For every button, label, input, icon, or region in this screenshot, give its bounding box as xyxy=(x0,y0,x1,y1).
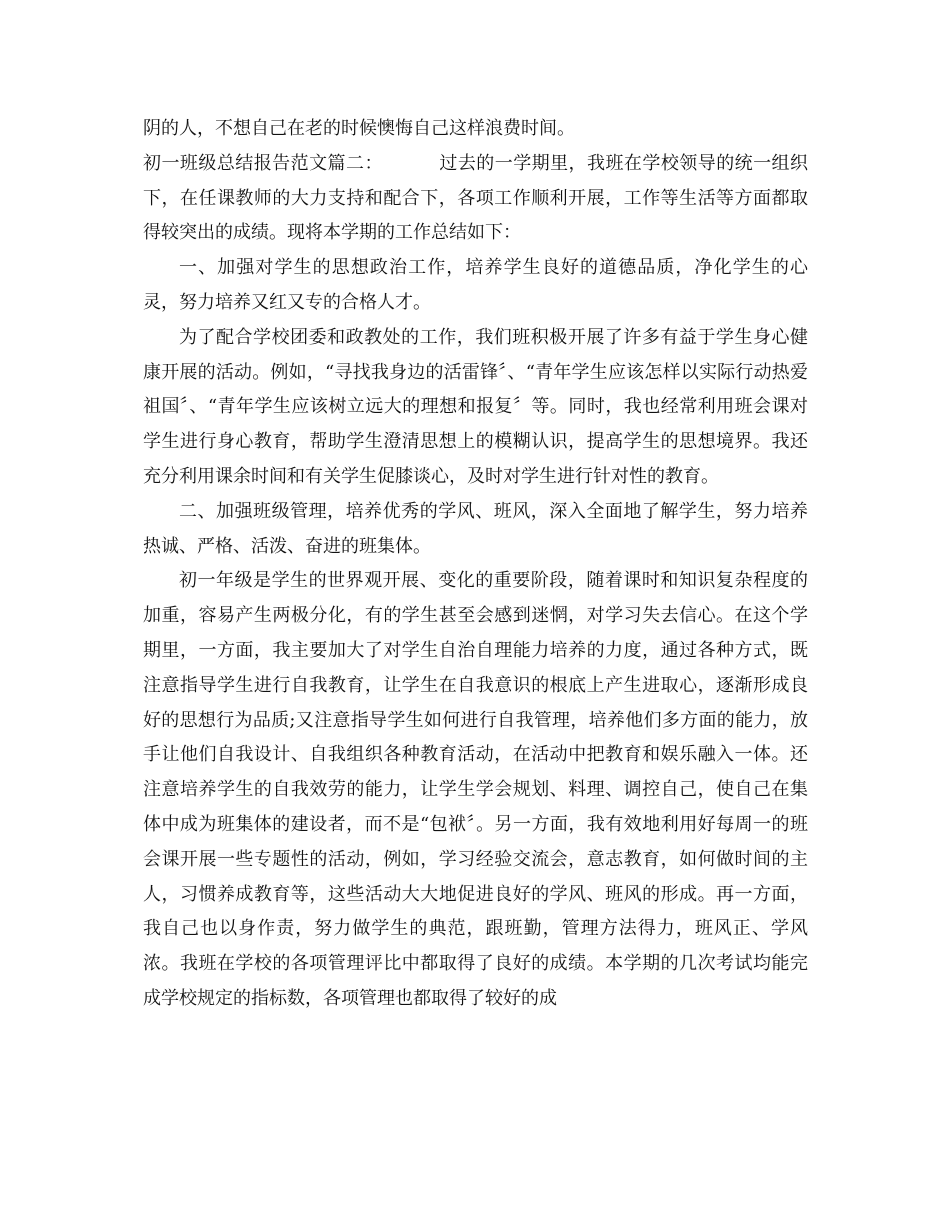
section-intro-text: 过去的一学期里，我班在学校领导的统一组织下，在任课教师的大力支持和配合下，各项工作顺利开展，工作等生活等方面都取得较突出的成绩。现将本学期的工作总结如下： xyxy=(143,152,809,244)
paragraph-grade-one: 初一年级是学生的世界观开展、变化的重要阶段，随着课时和知识复杂程度的加重，容易产生两极分化，有的学生甚至会感到迷惘，对学习失去信心。在这个学期里，一方面，我主要加大了对学生自治自理能力培养的力度，通过各种方式，既注意指导学生进行自我教育，让学生在自我意识的根底上产生进取心，逐渐形成良好的思想行为品质;又注意指导学生如何进行自我管理，培养他们多方面的能力，放手让他们自我设计、自我组织各种教育活动，在活动中把教育和娱乐融入一体。还注意培养学生的自我效劳的能力，让学生学会规划、料理、调控自己，使自己在集体中成为班集体的建设者，而不是“包袱〞。另一方面，我有效地利用好每周一的班会课开展一些专题性的活动，例如，学习经验交流会，意志教育，如何做时间的主人，习惯养成教育等，这些活动大大地促进良好的学风、班风的形成。再一方面，我自己也以身作责，努力做学生的典范，跟班勤，管理方法得力，班风正、学风浓。我班在学校的各项管理评比中都取得了良好的成绩。本学期的几次考试均能完成学校规定的指标数，各项管理也都取得了较好的成 xyxy=(143,570,808,1009)
document-body xyxy=(143,112,808,1017)
paragraph-point-two: 二、加强班级管理，培养优秀的学风、班风，深入全面地了解学生，努力培养热诚、严格、活泼、奋进的班集体。 xyxy=(143,500,808,557)
paragraph-activities: 为了配合学校团委和政教处的工作，我们班积极开展了许多有益于学生身心健康开展的活动。例如，“寻找我身边的活雷锋〞、“青年学生应该怎样以实际行动热爱祖国〞、“青年学生应该树立远大的理想和报复〞等。同时，我也经常利用班会课对学生进行身心教育，帮助学生澄清思想上的模糊认识，提高学生的思想境界。我还充分利用课余时间和有关学生促膝谈心，及时对学生进行针对性的教育。 xyxy=(143,326,808,487)
paragraph-section-intro xyxy=(143,147,808,251)
section-heading: 初一班级总结报告范文篇二： xyxy=(143,152,383,174)
paragraph-continuation: 阴的人，不想自己在老的时候懊悔自己这样浪费时间。 xyxy=(143,118,575,139)
paragraph-point-one: 一、加强对学生的思想政治工作，培养学生良好的道德品质，净化学生的心灵，努力培养又红又专的合格人才。 xyxy=(143,257,808,313)
